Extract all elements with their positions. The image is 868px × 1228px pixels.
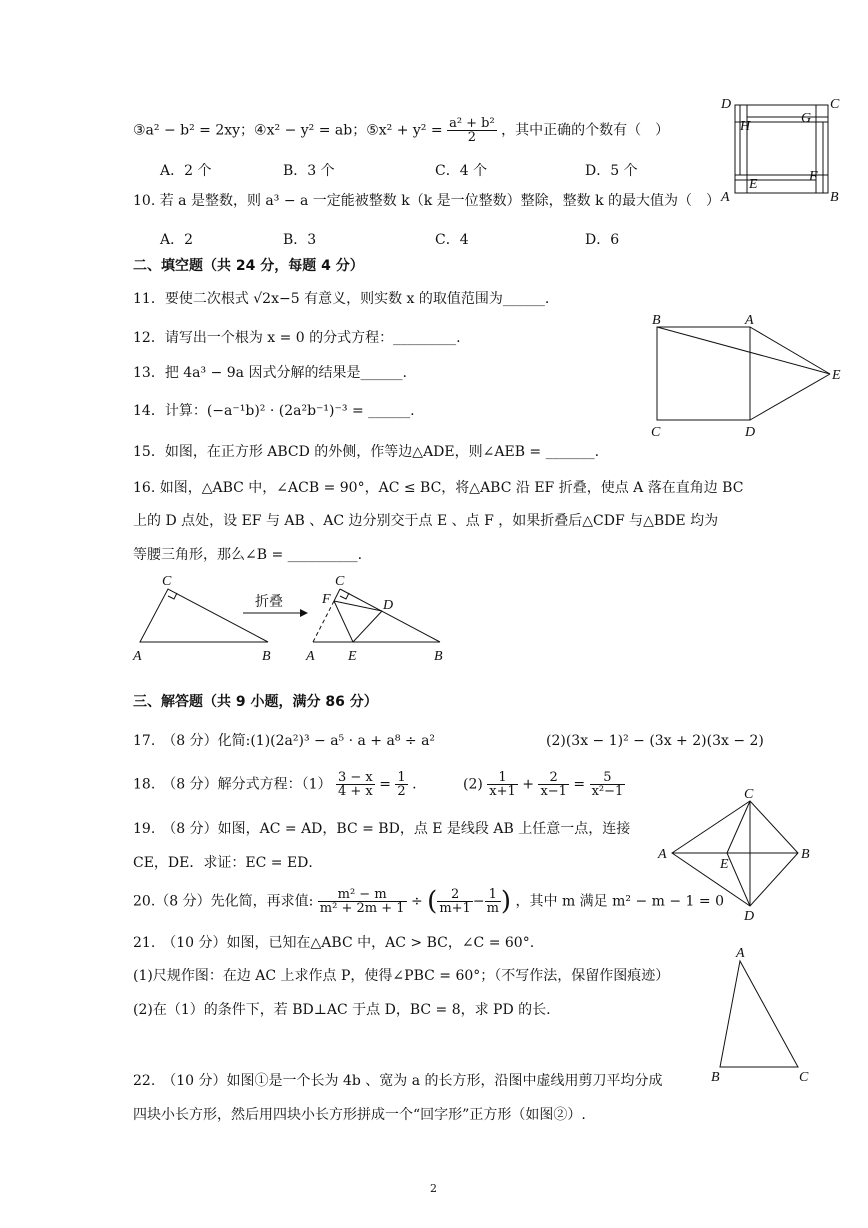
q21-line-3: (2)在（1）的条件下，若 BD⊥AC 于点 D，BC = 8，求 PD 的长.	[133, 1002, 551, 1018]
q19-line-2: CE，DE．求证：EC = ED．	[133, 855, 323, 871]
label-f: F	[809, 169, 818, 184]
q21-line-2: (1)尺规作图：在边 AC 上求作点 P，使得∠PBC = 60°；（不写作法，保留作图痕迹）	[133, 968, 670, 984]
label-e: E	[720, 857, 729, 872]
q22-line-2: 四块小长方形，然后用四块小长方形拼成一个“回字形”正方形（如图②）.	[133, 1107, 586, 1123]
q18-p2-b-den: x−1	[540, 784, 567, 799]
q18-p2-c-num: 5	[590, 771, 626, 785]
q10-text: 10. 若 a 是整数，则 a³ − a 一定能被整数 k（k 是一位整数）整除，整数 k 的最大值为（ ）	[133, 193, 721, 209]
q9-frac-den: 2	[467, 130, 477, 145]
label-d: D	[383, 598, 394, 613]
q15-figure	[645, 308, 850, 443]
label-b: B	[652, 313, 661, 328]
label-d: D	[744, 909, 755, 924]
fold-label: 折叠	[255, 594, 283, 610]
label-b: B	[434, 649, 443, 664]
q20-prefix: 20.（8 分）先化简，再求值:	[133, 893, 314, 910]
q21-figure	[705, 942, 815, 1087]
q9-option-d[interactable]: D．5 个	[585, 163, 638, 179]
q10-option-c[interactable]: C．4	[435, 232, 469, 248]
q20-suffix: ，其中 m 满足 m² − m − 1 = 0	[515, 893, 724, 910]
q21-line-1: 21. （10 分）如图，已知在△ABC 中，AC > BC，∠C = 60°.	[133, 935, 535, 951]
q10-option-a[interactable]: A．2	[160, 232, 194, 248]
q22-line-1: 22. （10 分）如图①是一个长为 4b 、宽为 a 的长方形，沿图中虚线用剪刀平均分成	[133, 1073, 663, 1089]
q18-p2-a-den: x+1	[489, 784, 516, 799]
q18-p2-plus: +	[522, 776, 534, 793]
label-c: C	[335, 574, 345, 589]
q20-div: ÷	[410, 893, 423, 910]
q18-line	[133, 771, 417, 798]
q20-f3	[485, 888, 501, 915]
q10-option-d[interactable]: D．6	[585, 232, 620, 248]
label-e: E	[832, 368, 841, 383]
q20-f1	[318, 888, 407, 915]
label-c: C	[744, 787, 754, 802]
q18-p1-end: .	[412, 776, 417, 793]
q16-line-1: 16. 如图，△ABC 中，∠ACB = 90°，AC ≤ BC，将△ABC 沿 EF 折叠，使点 A 落在直角边 BC	[133, 480, 744, 496]
q18-p2-label: (2)	[463, 776, 483, 793]
label-a: A	[721, 190, 730, 205]
q18-p2-c	[590, 771, 626, 798]
label-a: A	[745, 313, 754, 328]
q9-line	[133, 117, 669, 144]
q18-p1-den: 4 + x	[337, 784, 373, 799]
q18-p2-b	[538, 771, 569, 798]
q20-f3-den: m	[486, 901, 499, 916]
q10-option-b[interactable]: B．3	[283, 232, 317, 248]
q16-figure	[130, 572, 460, 664]
label-b: B	[801, 847, 810, 862]
label-g: G	[801, 111, 812, 126]
q17-part-2: (2)(3x − 1)² − (3x + 2)(3x − 2)	[546, 733, 764, 749]
q9-option-b[interactable]: B．3 个	[283, 163, 335, 179]
q20-line: 20.（8 分）先化简，再求值: $\frac{\text{m² − m}}{\text{m² + 2m + 1}}$ ÷ ( $\frac{2}{m+1}$ − $\frac{1}{m}$ ) ，其中 m 满足 m² − m − 1 = 0	[133, 886, 724, 917]
section-3-title: 三、解答题（共 9 小题，满分 86 分）	[133, 694, 378, 710]
section-2-title: 二、填空题（共 24 分，每题 4 分）	[133, 258, 364, 274]
q20-f1-den: m² + 2m + 1	[319, 901, 405, 916]
q18-p1-eq: =	[379, 776, 391, 793]
q16-line-3: 等腰三角形，那么∠B = __________.	[133, 547, 363, 563]
label-c: C	[651, 425, 661, 440]
q9-suffix: ，其中正确的个数有（ ）	[501, 122, 670, 139]
q20-f2-den: m+1	[439, 901, 471, 916]
q18-p2-eq: =	[573, 776, 586, 793]
label-a: A	[658, 847, 667, 862]
q13-text: 13．把 4a³ − 9a 因式分解的结果是______.	[133, 365, 407, 381]
q12-text: 12．请写出一个根为 x = 0 的分式方程：_________.	[133, 330, 461, 346]
q11-text: 11．要使二次根式 √2x−5 有意义，则实数 x 的取值范围为______.	[133, 291, 550, 307]
label-c: C	[162, 574, 172, 589]
label-e: E	[348, 649, 357, 664]
label-d: D	[745, 425, 756, 440]
q18-p2-c-den: x²−1	[591, 784, 624, 799]
square-figure	[718, 95, 843, 205]
label-a: A	[306, 649, 315, 664]
q20-f2	[437, 888, 473, 915]
page-number: 2	[430, 1182, 437, 1195]
label-a: A	[736, 946, 745, 961]
q17-part-1: 17. （8 分）化简:(1)(2a²)³ − a⁵ · a + a⁸ ÷ a²	[133, 733, 436, 749]
q16-line-2: 上的 D 点处，设 EF 与 AB 、AC 边分别交于点 E 、点 F ，如果折叠后△CDF 与△BDE 均为	[133, 513, 719, 529]
q20-f3-num: 1	[485, 888, 501, 902]
q18-part-2	[463, 771, 625, 798]
q18-p1-rden: 2	[397, 784, 406, 799]
q20-minus: −	[472, 893, 485, 910]
label-c: C	[799, 1070, 809, 1085]
q18-p1-rhs	[395, 771, 407, 798]
q9-fraction	[447, 117, 497, 144]
label-c: C	[830, 97, 840, 112]
label-h: H	[740, 119, 751, 134]
q18-p2-a-num: 1	[487, 771, 518, 785]
q9-text: ③a² − b² = 2xy；④x² − y² = ab；⑤x² + y² =	[133, 122, 443, 139]
q9-option-c[interactable]: C．4 个	[435, 163, 488, 179]
q18-prefix: 18. （8 分）解分式方程：（1）	[133, 776, 332, 793]
q9-frac-num: a² + b²	[449, 116, 495, 131]
label-b: B	[830, 190, 839, 205]
label-b: B	[711, 1070, 720, 1085]
q19-line-1: 19. （8 分）如图，AC = AD，BC = BD，点 E 是线段 AB 上任意一点，连接	[133, 821, 631, 837]
label-e: E	[749, 177, 758, 192]
q14-text: 14．计算：(−a⁻¹b)² · (2a²b⁻¹)⁻³ = ______.	[133, 403, 415, 419]
label-f: F	[322, 592, 331, 607]
q15-text: 15．如图，在正方形 ABCD 的外侧，作等边△ADE，则∠AEB = _______.	[133, 444, 600, 460]
q18-p1-lhs	[336, 771, 375, 798]
q18-p2-a	[487, 771, 518, 798]
label-a: A	[133, 649, 142, 664]
q18-p2-b-num: 2	[538, 771, 569, 785]
q20-f2-num: 2	[437, 888, 473, 902]
q20-f1-num: m² − m	[318, 888, 407, 902]
label-d: D	[721, 97, 732, 112]
q9-option-a[interactable]: A．2 个	[160, 163, 212, 179]
q18-p1-num: 3 − x	[337, 770, 373, 785]
label-b: B	[262, 649, 271, 664]
q18-p1-rnum: 1	[397, 770, 406, 785]
